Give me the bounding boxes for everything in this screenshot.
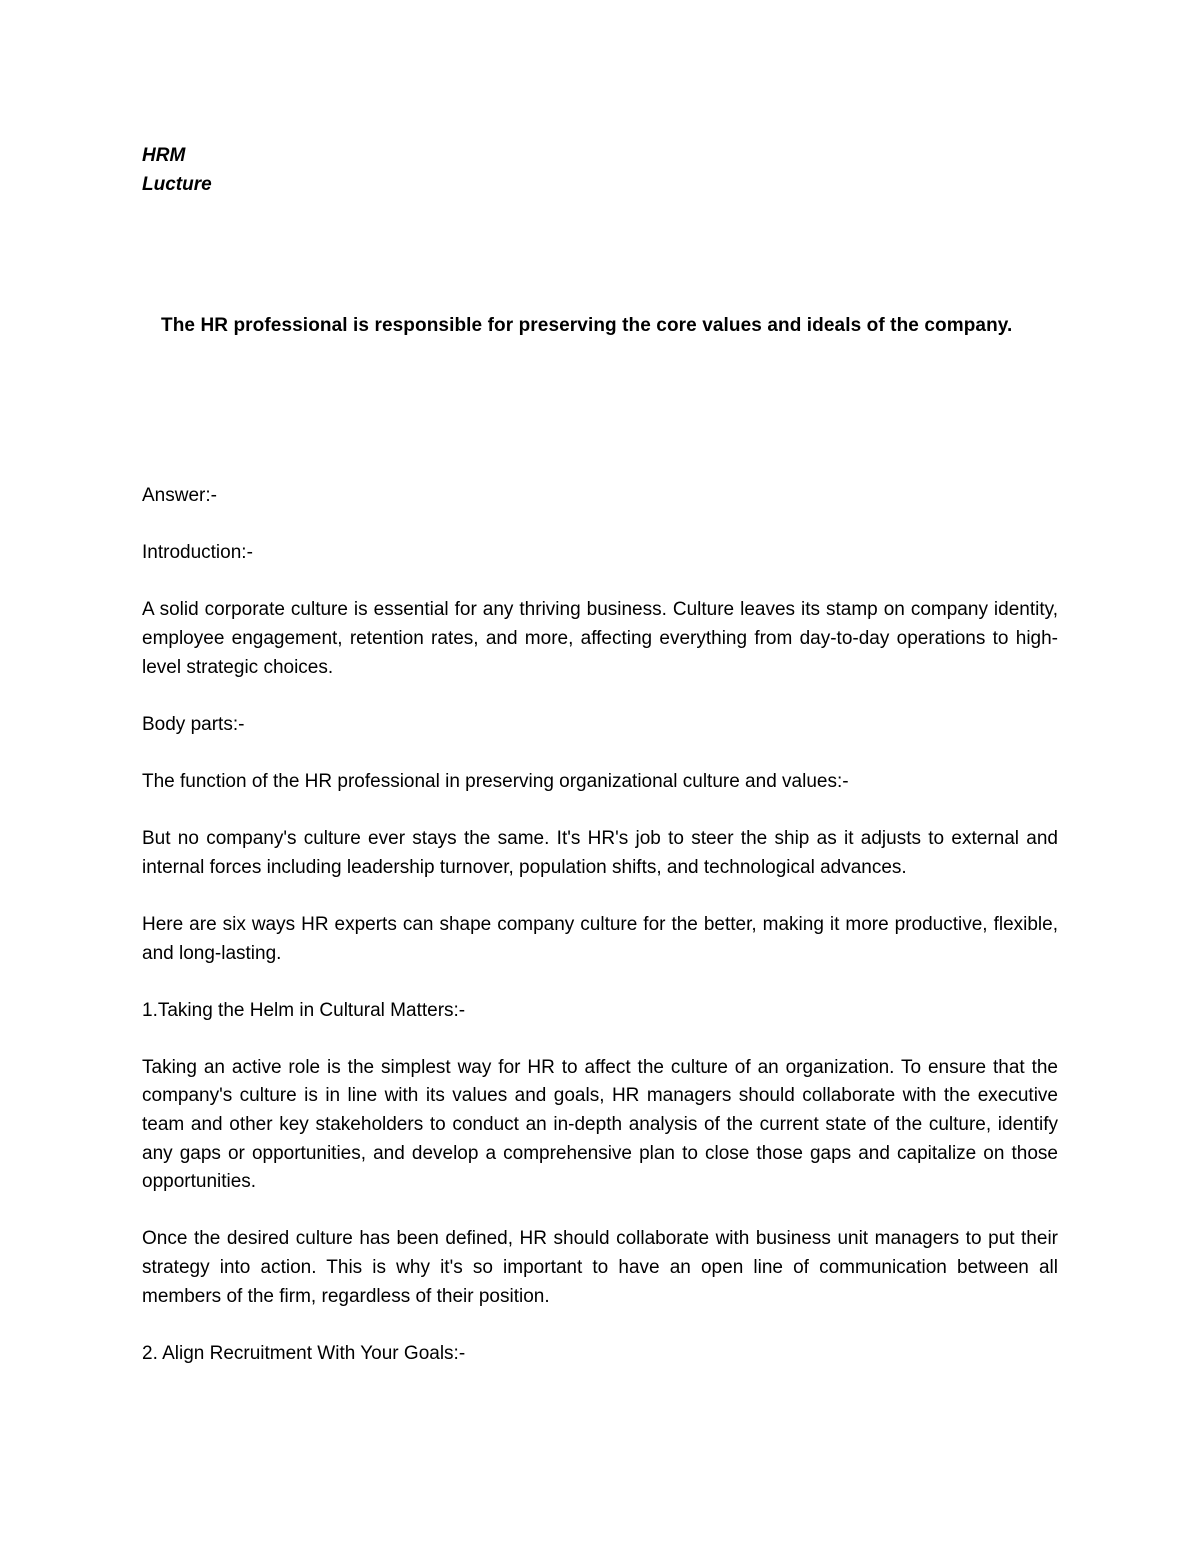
paragraph-introduction: A solid corporate culture is essential for any thriving business. Culture leaves its stamp on company identity, employee engagement, retention rates, and more, affecting everything from day-to-day operations to high-level strategic choices. bbox=[142, 599, 1058, 678]
paragraph-active-role: Taking an active role is the simplest way for HR to affect the culture of an organization. To ensure that the company's culture is in line with its values and goals, HR managers should collaborate with the executive team and other key stakeholders to conduct an in-depth analysis of the current state of the culture, identify any gaps or opportunities, and develop a comprehensive plan to close those gaps and capitalize on those opportunities. bbox=[142, 1056, 1058, 1193]
document-subtitle: Lucture bbox=[142, 174, 212, 195]
introduction-heading: Introduction:- bbox=[142, 542, 253, 564]
section-heading-1: 1.Taking the Helm in Cultural Matters:- bbox=[142, 999, 466, 1021]
answer-label: Answer:- bbox=[142, 485, 217, 506]
document-body bbox=[142, 482, 1058, 1397]
paragraph-six-ways: Here are six ways HR experts can shape company culture for the better, making it more productive, flexible, and long-lasting. bbox=[142, 913, 1058, 964]
function-heading: The function of the HR professional in preserving organizational culture and values:- bbox=[142, 770, 849, 792]
course-title: HRM bbox=[142, 145, 186, 166]
paragraph-culture-changes: But no company's culture ever stays the same. It's HR's job to steer the ship as it adjusts to external and internal forces including leadership turnover, population shifts, and technological advances. bbox=[142, 828, 1058, 878]
section-heading-2: 2. Align Recruitment With Your Goals:- bbox=[142, 1342, 466, 1364]
document-header bbox=[142, 141, 212, 199]
paragraph-desired-culture: Once the desired culture has been defined, HR should collaborate with business unit managers to put their strategy into action. This is why it's so important to have an open line of communication between all members of the firm, regardless of their position. bbox=[142, 1228, 1058, 1307]
body-parts-heading: Body parts:- bbox=[142, 713, 245, 735]
question-text: The HR professional is responsible for preserving the core values and ideals of the company. bbox=[161, 315, 1013, 336]
question-heading bbox=[142, 312, 1022, 340]
